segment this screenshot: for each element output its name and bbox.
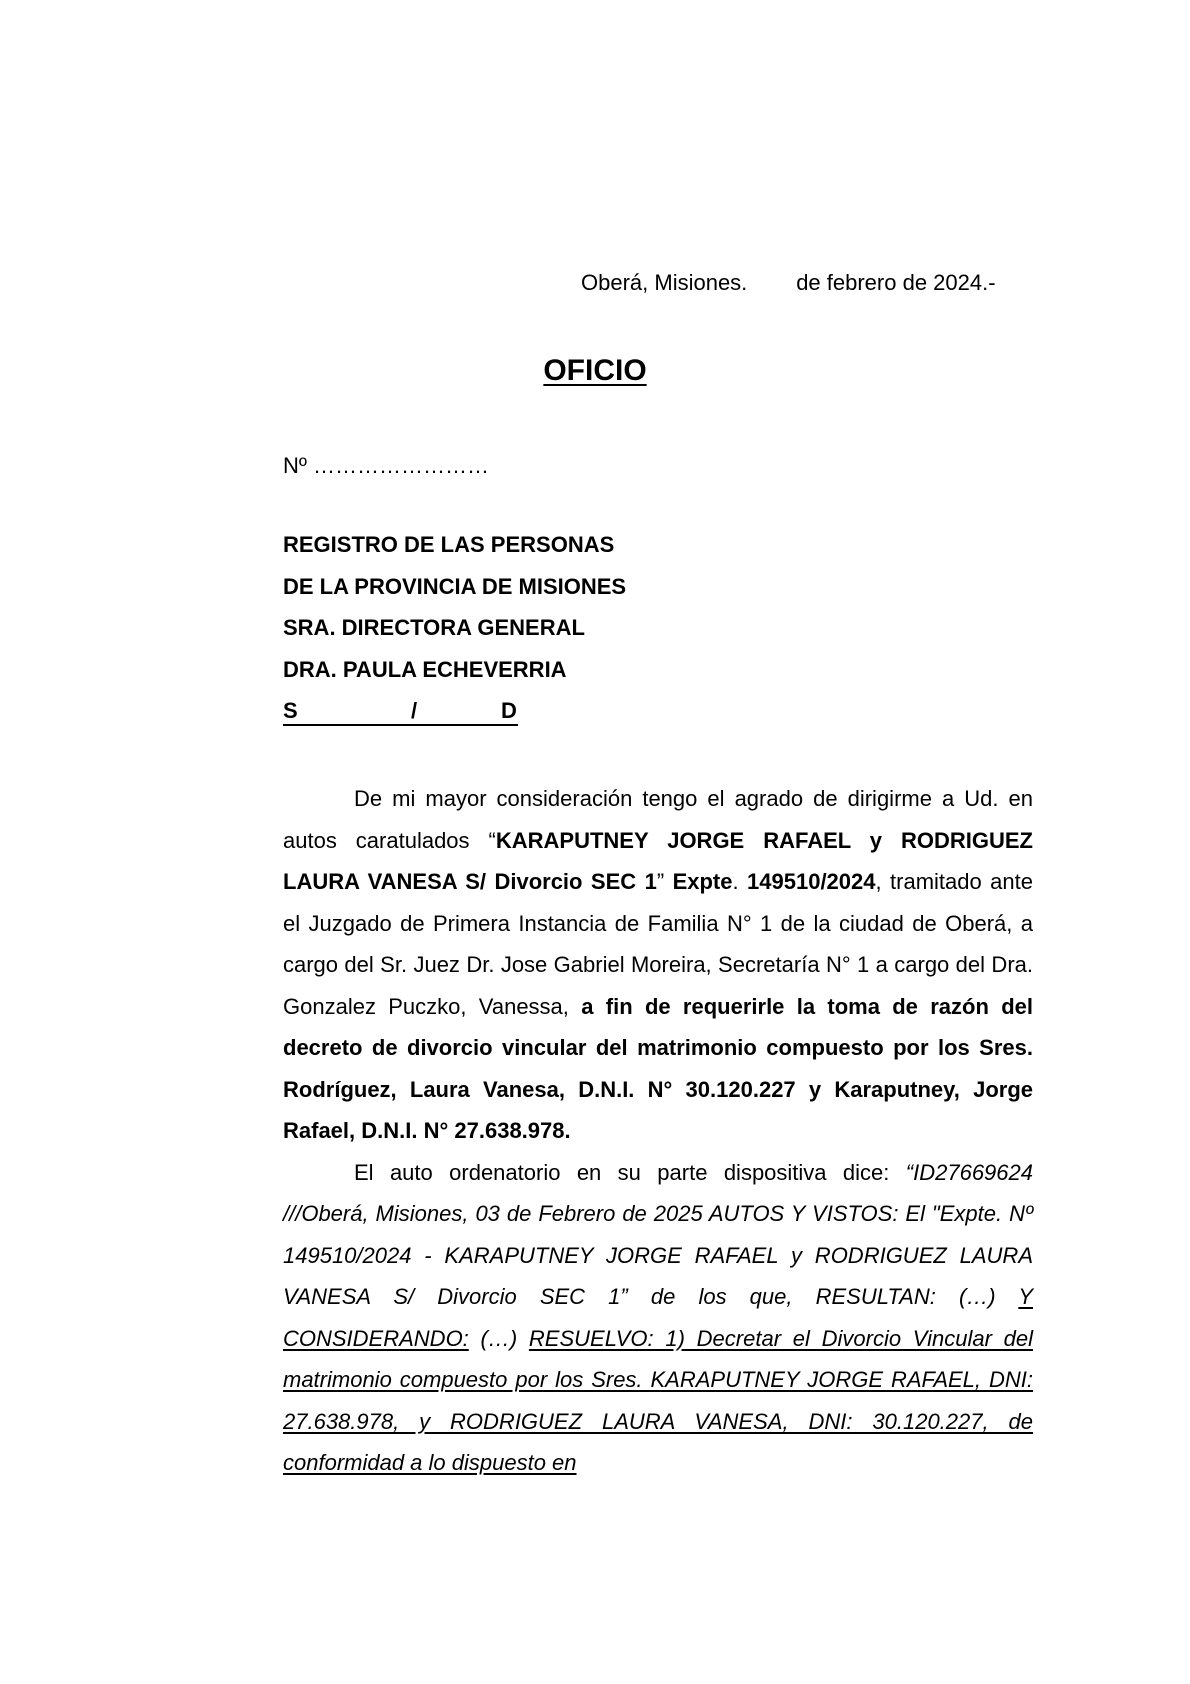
p1-dot: . [732,869,748,894]
sd-slash: / [411,698,418,723]
p2-quote: “ID27669624 ///Oberá, Misiones, 03 de Febrero de 2025 AUTOS Y VISTOS: El "Expte. Nº 149510/2024 - KARAPUTNEY JORGE RAFAEL y RODRIGUEZ LAURA VANESA S/ Divorcio SEC 1” de los que, RESULTAN: (…) [283,1159,1033,1309]
date-line: Oberá, Misiones. de febrero de 2024.- [581,270,996,295]
p1-expte-number: 149510/2024 [747,869,876,894]
body-text [283,778,1033,1484]
addressee-block [283,530,626,696]
addressee-line-3: SRA. DIRECTORA GENERAL [283,615,585,640]
sd-s: S [283,698,298,723]
p1-case-title: KARAPUTNEY JORGE RAFAEL y RODRIGUEZ LAURA VANESA S/ Divorcio SEC 1 [283,827,1033,894]
addressee-line-1: REGISTRO DE LAS PERSONAS [283,532,615,557]
p1-expte-label: Expte [672,869,733,894]
paragraph-1 [283,778,1033,1152]
p2-resuelvo: RESUELVO: 1) Decretar el Divorcio Vincular del matrimonio compuesto por los Sres. KARAPUTNEY JORGE RAFAEL, DNI: 27.638.978, y RODRIGUEZ LAURA VANESA, DNI: 30.120.227, de conformidad a lo dispuesto en [283,1325,1033,1475]
p1-request: a fin de requerirle la toma de razón del decreto de divorcio vincular del matrimonio compuesto por los Sres. Rodríguez, Laura Vanesa, D.N.I. N° 30.120.227 y Karaputney, Jorge Rafael, D.N.I. N° 27.638.978. [283,993,1033,1143]
p2-considerando: Y CONSIDERANDO: [283,1284,1033,1351]
sd-d: D [501,698,517,723]
addressee-line-2: DE LA PROVINCIA DE MISIONES [283,573,627,599]
su-despacho-line [283,696,518,726]
oficio-number: Nº …………………… [283,453,490,478]
paragraph-2 [283,1152,1033,1484]
p1-quote-close: ” [656,869,673,894]
document-title: OFICIO [543,354,647,387]
addressee-line-4: DRA. PAULA ECHEVERRIA [283,656,567,682]
p1-court-details: , tramitado ante el Juzgado de Primera Instancia de Familia N° 1 de la ciudad de Oberá, a cargo del Sr. Juez Dr. Jose Gabriel Moreira, Secretaría N° 1 a cargo del Dra. Gonzalez Puczko, Vanessa, [283,869,1033,1019]
p1-intro: De mi mayor consideración tengo el agrado de dirigirme a Ud. en autos caratulados “ [283,786,1033,853]
p2-intro: El auto ordenatorio en su parte dispositiva dice: [354,1159,906,1185]
p2-ellipsis: (…) [468,1325,529,1351]
